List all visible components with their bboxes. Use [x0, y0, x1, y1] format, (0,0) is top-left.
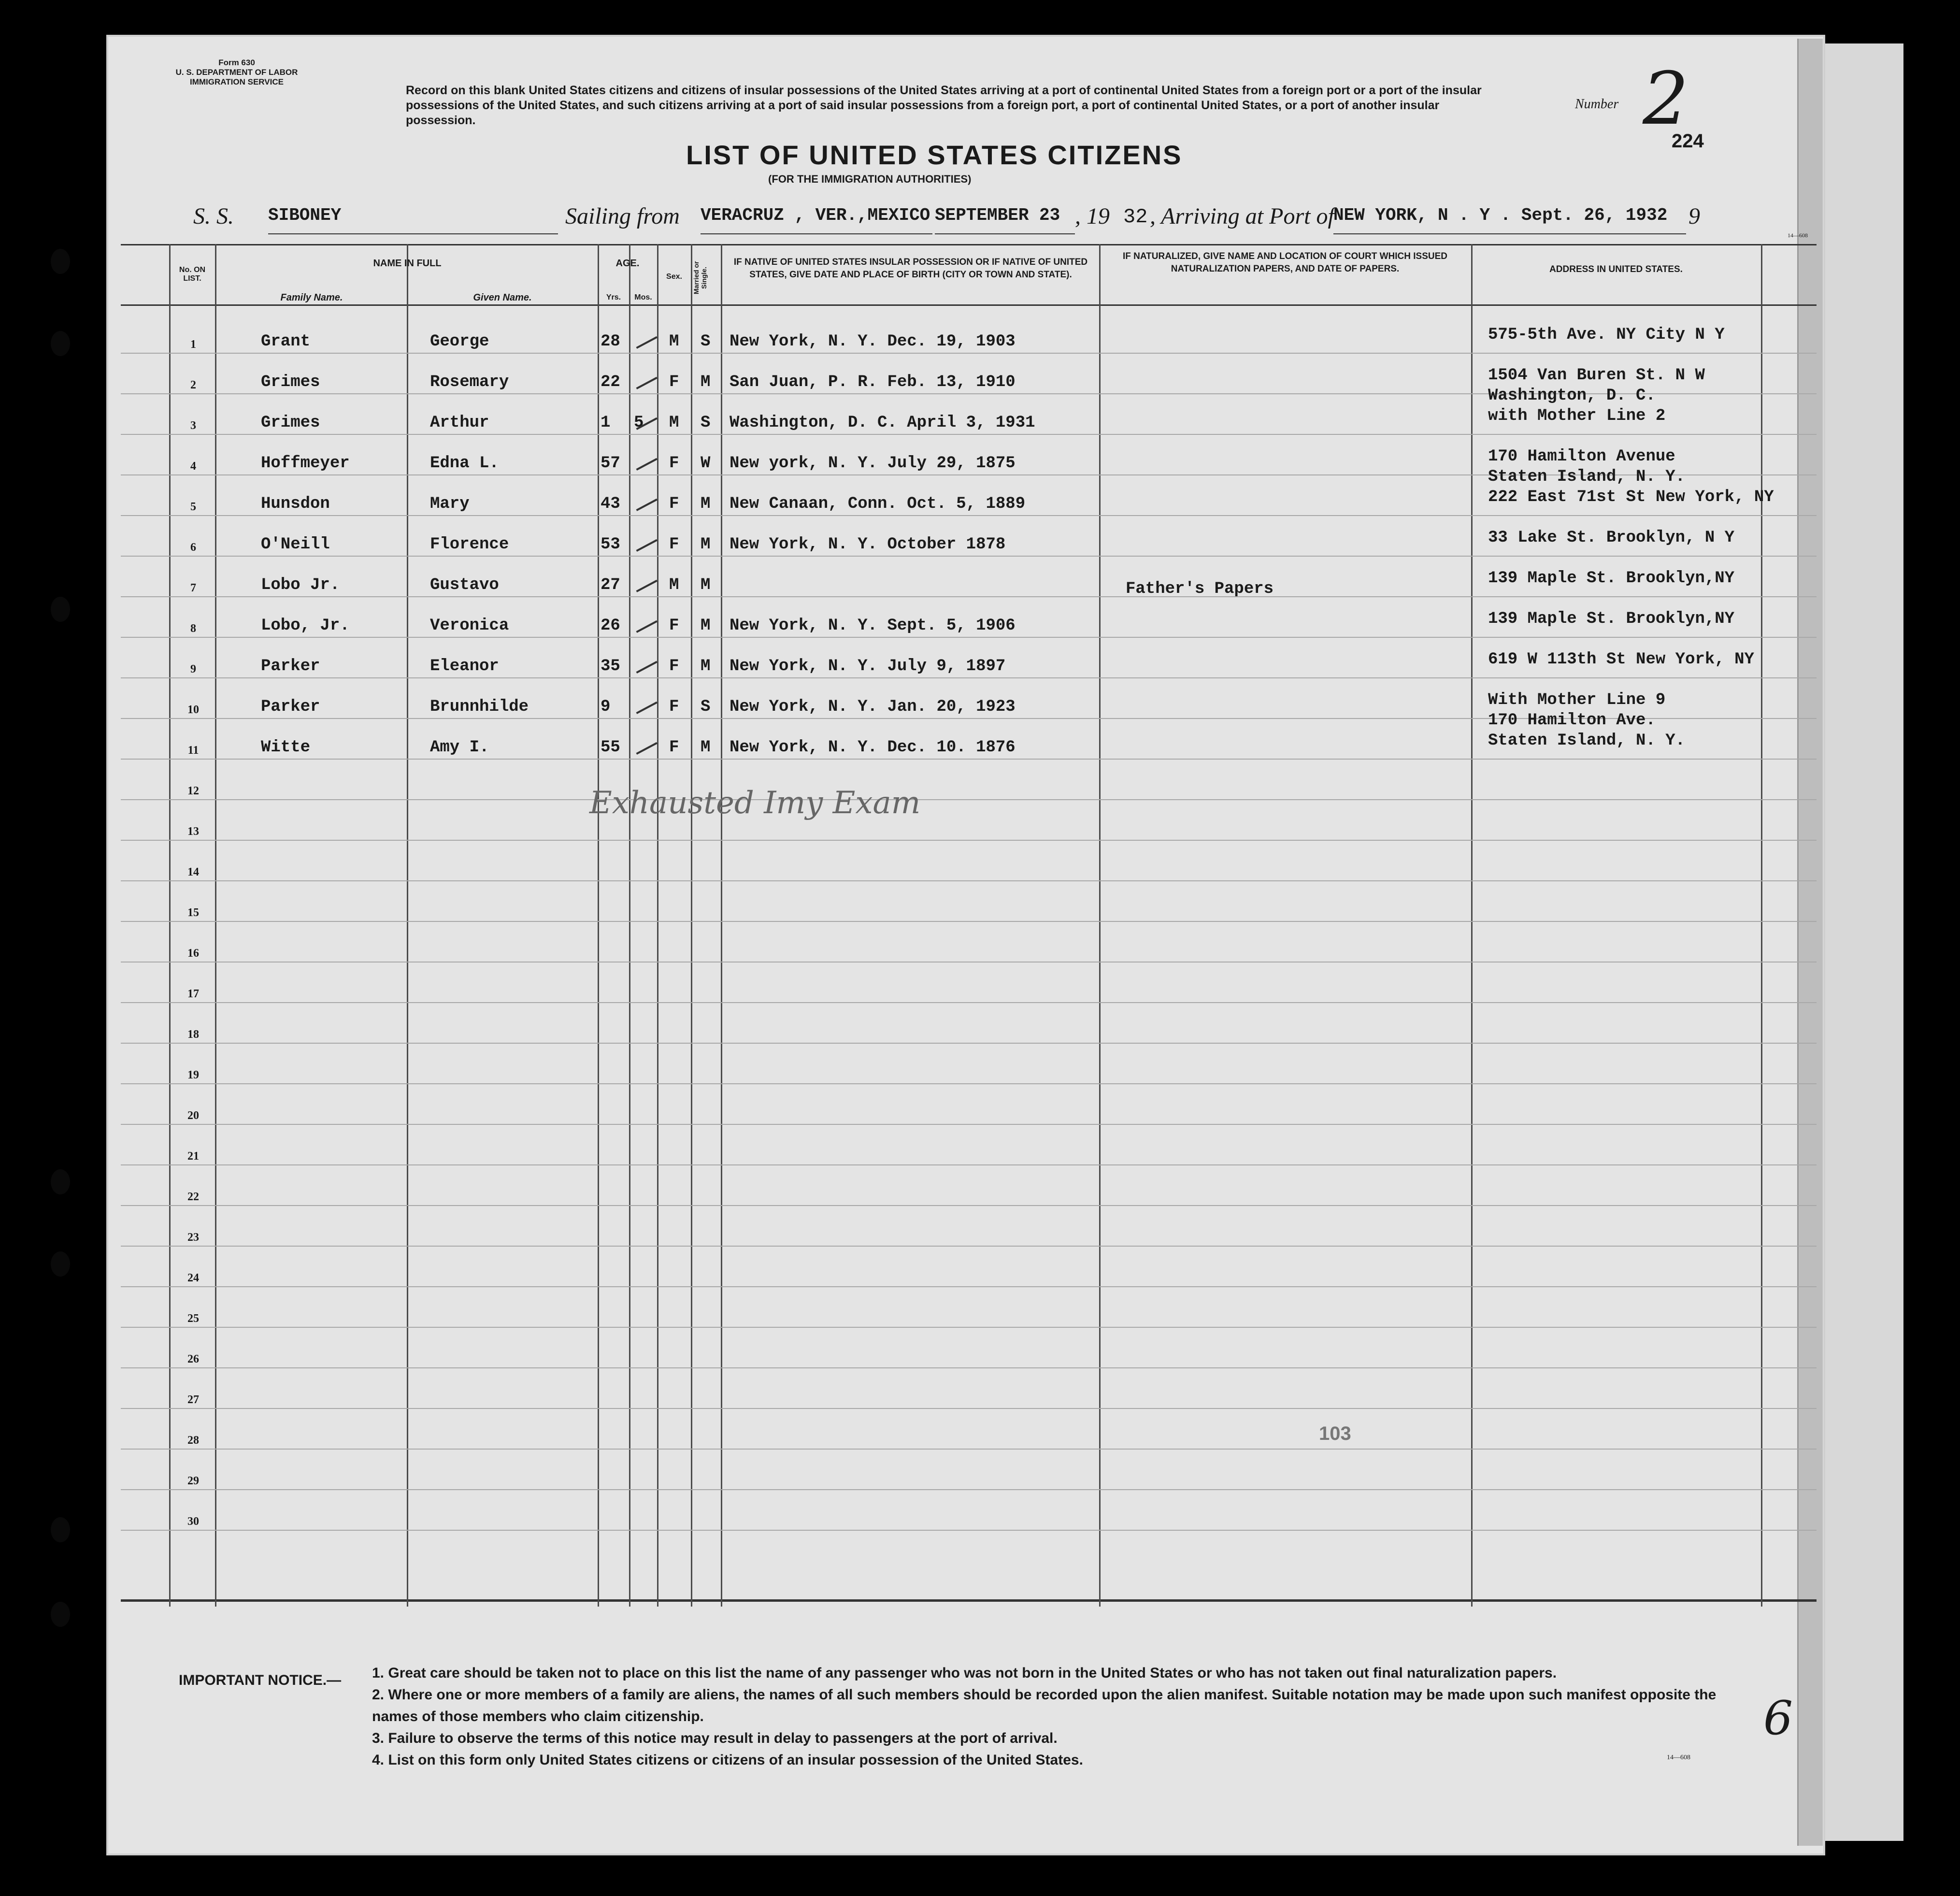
row-number: 30	[187, 1515, 199, 1528]
row-number: 1	[190, 338, 196, 351]
notice-form-code: 14—608	[1667, 1754, 1690, 1761]
header-married-single: Married or Single.	[692, 261, 708, 295]
family-name: Grimes	[261, 414, 320, 432]
header-mos: Mos.	[634, 293, 652, 302]
form-number: Form 630	[218, 58, 255, 67]
address-line-1: 619 W 113th St New York, NY	[1488, 650, 1754, 669]
given-name: Eleanor	[430, 657, 499, 675]
naturalization: Father's Papers	[1126, 580, 1274, 598]
row-rule	[121, 1449, 1817, 1450]
address-line-1: 222 East 71st St New York, NY	[1488, 488, 1774, 506]
sex: F	[669, 738, 679, 757]
address-line-1: With Mother Line 9	[1488, 691, 1666, 709]
row-rule	[121, 353, 1817, 354]
family-name: Grant	[261, 332, 311, 351]
birth-place-date: New Canaan, Conn. Oct. 5, 1889	[730, 495, 1026, 513]
given-name: Rosemary	[430, 373, 509, 391]
sex: M	[669, 414, 679, 432]
family-name: Hoffmeyer	[261, 454, 350, 473]
year-prefix: , 19	[1075, 203, 1110, 229]
table-bottom-border	[121, 1599, 1817, 1602]
family-name: Grimes	[261, 373, 320, 391]
sailing-from-label: Sailing from	[565, 203, 680, 229]
age-years: 1	[601, 414, 611, 432]
given-name: Amy I.	[430, 738, 489, 757]
sex: F	[669, 698, 679, 716]
age-years: 22	[601, 373, 620, 391]
marital-status: M	[701, 535, 711, 554]
address-line-1: 139 Maple St. Brooklyn,NY	[1488, 610, 1735, 628]
row-number: 2	[190, 379, 196, 391]
family-name: Hunsdon	[261, 495, 330, 513]
punch-hole	[51, 331, 70, 356]
sex: F	[669, 617, 679, 635]
address-line-1: 33 Lake St. Brooklyn, N Y	[1488, 529, 1735, 547]
notice-item-2: 2. Where one or more members of a family are aliens, the names of all such members should be recorded upon the alien manifest. Suitable notation may be made upon such manifest opposite the names of those members who claim citizenship.	[372, 1687, 1717, 1724]
page-title: LIST OF UNITED STATES CITIZENS	[686, 140, 1183, 170]
row-number: 20	[187, 1109, 199, 1122]
marital-status: M	[701, 738, 711, 757]
age-years: 28	[601, 332, 620, 351]
year-suffix: 9	[1688, 203, 1700, 229]
header-age: AGE.	[615, 258, 640, 269]
column-divider	[407, 244, 408, 1607]
number-label: Number	[1575, 97, 1619, 112]
row-rule	[121, 1002, 1817, 1003]
row-rule	[121, 759, 1817, 760]
given-name: Arthur	[430, 414, 489, 432]
header-name-in-full: NAME IN FULL	[373, 258, 442, 269]
family-name: Lobo Jr.	[261, 576, 340, 594]
header-bottom-border	[121, 304, 1817, 306]
address-line-2: 170 Hamilton Ave.	[1488, 711, 1656, 730]
row-number: 9	[190, 663, 196, 675]
row-rule	[121, 637, 1817, 638]
age-years: 53	[601, 535, 620, 554]
row-number: 6	[190, 541, 196, 554]
row-number: 23	[187, 1231, 199, 1244]
punch-hole	[51, 1251, 70, 1277]
column-divider	[1099, 244, 1101, 1607]
header-naturalization: IF NATURALIZED, GIVE NAME AND LOCATION OF COURT WHICH ISSUED NATURALIZATION PAPERS, AND DATE OF PAPERS.	[1122, 251, 1447, 274]
row-number: 12	[187, 785, 199, 797]
row-rule	[121, 1489, 1817, 1490]
age-years: 9	[601, 698, 611, 716]
row-rule	[121, 677, 1817, 678]
row-number: 19	[187, 1069, 199, 1081]
form-identifier	[145, 58, 329, 87]
family-name: Parker	[261, 698, 320, 716]
row-rule	[121, 1124, 1817, 1125]
handwritten-note: Exhausted Imy Exam	[589, 785, 921, 821]
row-number: 17	[187, 988, 199, 1000]
given-name: Edna L.	[430, 454, 499, 473]
header-given-name: Given Name.	[473, 292, 532, 303]
row-number: 3	[190, 419, 196, 432]
age-years: 57	[601, 454, 620, 473]
marital-status: M	[701, 373, 711, 391]
manifest-page	[106, 35, 1825, 1855]
row-rule	[121, 1205, 1817, 1206]
sex: F	[669, 454, 679, 473]
age-years: 55	[601, 738, 620, 757]
family-name: Lobo, Jr.	[261, 617, 350, 635]
ship-name: SIBONEY	[268, 205, 558, 234]
birth-place-date: New York, N. Y. Dec. 10. 1876	[730, 738, 1016, 757]
punch-hole	[51, 249, 70, 274]
header-address: ADDRESS IN UNITED STATES.	[1549, 264, 1683, 274]
column-divider	[629, 244, 630, 1607]
address-line-1: Staten Island, N. Y.	[1488, 732, 1686, 750]
marital-status: S	[701, 414, 711, 432]
address-line-1: 1504 Van Buren St. N W	[1488, 366, 1705, 385]
row-rule	[121, 556, 1817, 557]
row-number: 26	[187, 1353, 199, 1365]
punch-hole	[51, 1602, 70, 1627]
given-name: Brunnhilde	[430, 698, 529, 716]
marital-status: M	[701, 495, 711, 513]
column-divider	[598, 244, 599, 1607]
sex: M	[669, 576, 679, 594]
stamp-number: 224	[1672, 130, 1704, 152]
corner-mark: 6	[1763, 1691, 1793, 1745]
address-line-1: 575-5th Ave. NY City N Y	[1488, 326, 1725, 344]
age-years: 27	[601, 576, 620, 594]
header-family-name: Family Name.	[280, 292, 343, 303]
row-number: 5	[190, 501, 196, 513]
family-name: Parker	[261, 657, 320, 675]
column-divider	[721, 244, 722, 1607]
service-name: IMMIGRATION SERVICE	[190, 77, 284, 86]
given-name: Florence	[430, 535, 509, 554]
age-years: 43	[601, 495, 620, 513]
marital-status: M	[701, 576, 711, 594]
row-rule	[121, 1164, 1817, 1165]
table-top-border	[121, 244, 1817, 245]
row-rule	[121, 921, 1817, 922]
sex: M	[669, 332, 679, 351]
marital-status: W	[701, 454, 711, 473]
page-stamp: 103	[1319, 1423, 1351, 1444]
address-line-2: Staten Island, N. Y.	[1488, 468, 1686, 486]
birth-place-date: New York, N. Y. October 1878	[730, 535, 1006, 554]
birth-place-date: Washington, D. C. April 3, 1931	[730, 414, 1035, 432]
department-name: U. S. DEPARTMENT OF LABOR	[175, 68, 298, 77]
notice-label: IMPORTANT NOTICE.—	[179, 1672, 342, 1688]
row-rule	[121, 596, 1817, 597]
sex: F	[669, 535, 679, 554]
row-number: 4	[190, 460, 196, 473]
ss-label: S. S.	[193, 203, 234, 229]
sex: F	[669, 373, 679, 391]
row-rule	[121, 434, 1817, 435]
address-line-1: 139 Maple St. Brooklyn,NY	[1488, 569, 1735, 588]
age-years: 26	[601, 617, 620, 635]
address-line-2: Washington, D. C.	[1488, 387, 1656, 405]
sex: F	[669, 657, 679, 675]
column-divider	[691, 244, 692, 1607]
given-name: Veronica	[430, 617, 509, 635]
header-yrs: Yrs.	[606, 293, 621, 302]
marital-status: M	[701, 617, 711, 635]
sex: F	[669, 495, 679, 513]
row-rule	[121, 799, 1817, 800]
intro-instructions: Record on this blank United States citizens and citizens of insular possessions of the United States arriving at a port of continental United States from a foreign port or a port of the insular possessions of the United States, and such citizens arriving at a port of said insular possessions from a foreign port, a port of continental United States, or a port of another insular possession.	[406, 84, 1482, 127]
row-number: 11	[187, 744, 199, 757]
age-months: 5	[634, 414, 644, 432]
birth-place-date: New york, N. Y. July 29, 1875	[730, 454, 1016, 473]
row-number: 22	[187, 1191, 199, 1203]
row-number: 16	[187, 947, 199, 960]
marital-status: S	[701, 698, 711, 716]
column-divider	[657, 244, 658, 1607]
punch-hole	[51, 1169, 70, 1194]
given-name: George	[430, 332, 489, 351]
arrival-port-date: NEW YORK, N . Y . Sept. 26, 1932	[1333, 205, 1686, 234]
row-rule	[121, 515, 1817, 516]
arriving-label: , Arriving at Port of	[1150, 203, 1334, 229]
row-rule	[121, 1408, 1817, 1409]
birth-place-date: New York, N. Y. July 9, 1897	[730, 657, 1006, 675]
row-rule	[121, 840, 1817, 841]
row-number: 27	[187, 1393, 199, 1406]
row-number: 25	[187, 1312, 199, 1325]
row-number: 10	[187, 704, 199, 716]
year-value: 32	[1123, 205, 1148, 229]
row-rule	[121, 1083, 1817, 1084]
row-number: 21	[187, 1150, 199, 1163]
row-rule	[121, 1367, 1817, 1368]
row-rule	[121, 1286, 1817, 1287]
punch-hole	[51, 1517, 70, 1542]
address-line-1: 170 Hamilton Avenue	[1488, 447, 1675, 466]
birth-place-date: New York, N. Y. Jan. 20, 1923	[730, 698, 1016, 716]
header-no: No. ON LIST.	[179, 266, 206, 283]
row-number: 28	[187, 1434, 199, 1447]
number-handwritten: 2	[1643, 57, 1689, 141]
birth-place-date: New York, N. Y. Sept. 5, 1906	[730, 617, 1016, 635]
row-rule	[121, 1530, 1817, 1531]
birth-place-date: New York, N. Y. Dec. 19, 1903	[730, 332, 1016, 351]
page-subtitle: (FOR THE IMMIGRATION AUTHORITIES)	[768, 173, 972, 185]
notice-item-4: 4. List on this form only United States citizens or citizens of an insular possession of the United States.	[372, 1752, 1083, 1768]
small-form-code: 14—608	[1788, 232, 1808, 239]
given-name: Gustavo	[430, 576, 499, 594]
row-number: 24	[187, 1272, 199, 1284]
column-divider	[1761, 244, 1762, 1607]
notice-item-1: 1. Great care should be taken not to place on this list the name of any passenger who was not born in the United States or who has not taken out final naturalization papers.	[372, 1665, 1557, 1681]
row-rule	[121, 880, 1817, 881]
row-number: 8	[190, 622, 196, 635]
row-rule	[121, 1246, 1817, 1247]
row-number: 13	[187, 825, 199, 838]
birth-place-date: San Juan, P. R. Feb. 13, 1910	[730, 373, 1016, 391]
marital-status: M	[701, 657, 711, 675]
row-number: 18	[187, 1028, 199, 1041]
punch-hole	[51, 597, 70, 622]
row-rule	[121, 1327, 1817, 1328]
departure-date: SEPTEMBER 23	[935, 205, 1075, 234]
row-number: 14	[187, 866, 199, 878]
notice-items	[372, 1662, 1754, 1771]
row-number: 15	[187, 906, 199, 919]
departure-port: VERACRUZ , VER.,MEXICO	[701, 205, 932, 234]
row-number: 7	[190, 582, 196, 594]
notice-item-3: 3. Failure to observe the terms of this notice may result in delay to passengers at the port of arrival.	[372, 1730, 1058, 1746]
family-name: Witte	[261, 738, 311, 757]
marital-status: S	[701, 332, 711, 351]
family-name: O'Neill	[261, 535, 330, 554]
row-rule	[121, 1043, 1817, 1044]
header-birth: IF NATIVE OF UNITED STATES INSULAR POSSESSION OR IF NATIVE OF UNITED STATES, GIVE DATE AND PLACE OF BIRTH (CITY OR TOWN AND STATE).	[733, 257, 1088, 280]
given-name: Mary	[430, 495, 470, 513]
address-line-1: with Mother Line 2	[1488, 407, 1666, 425]
column-divider	[1471, 244, 1473, 1607]
age-years: 35	[601, 657, 620, 675]
row-number: 29	[187, 1475, 199, 1487]
page-edge-strip	[1797, 39, 1823, 1846]
header-sex: Sex.	[666, 273, 682, 281]
